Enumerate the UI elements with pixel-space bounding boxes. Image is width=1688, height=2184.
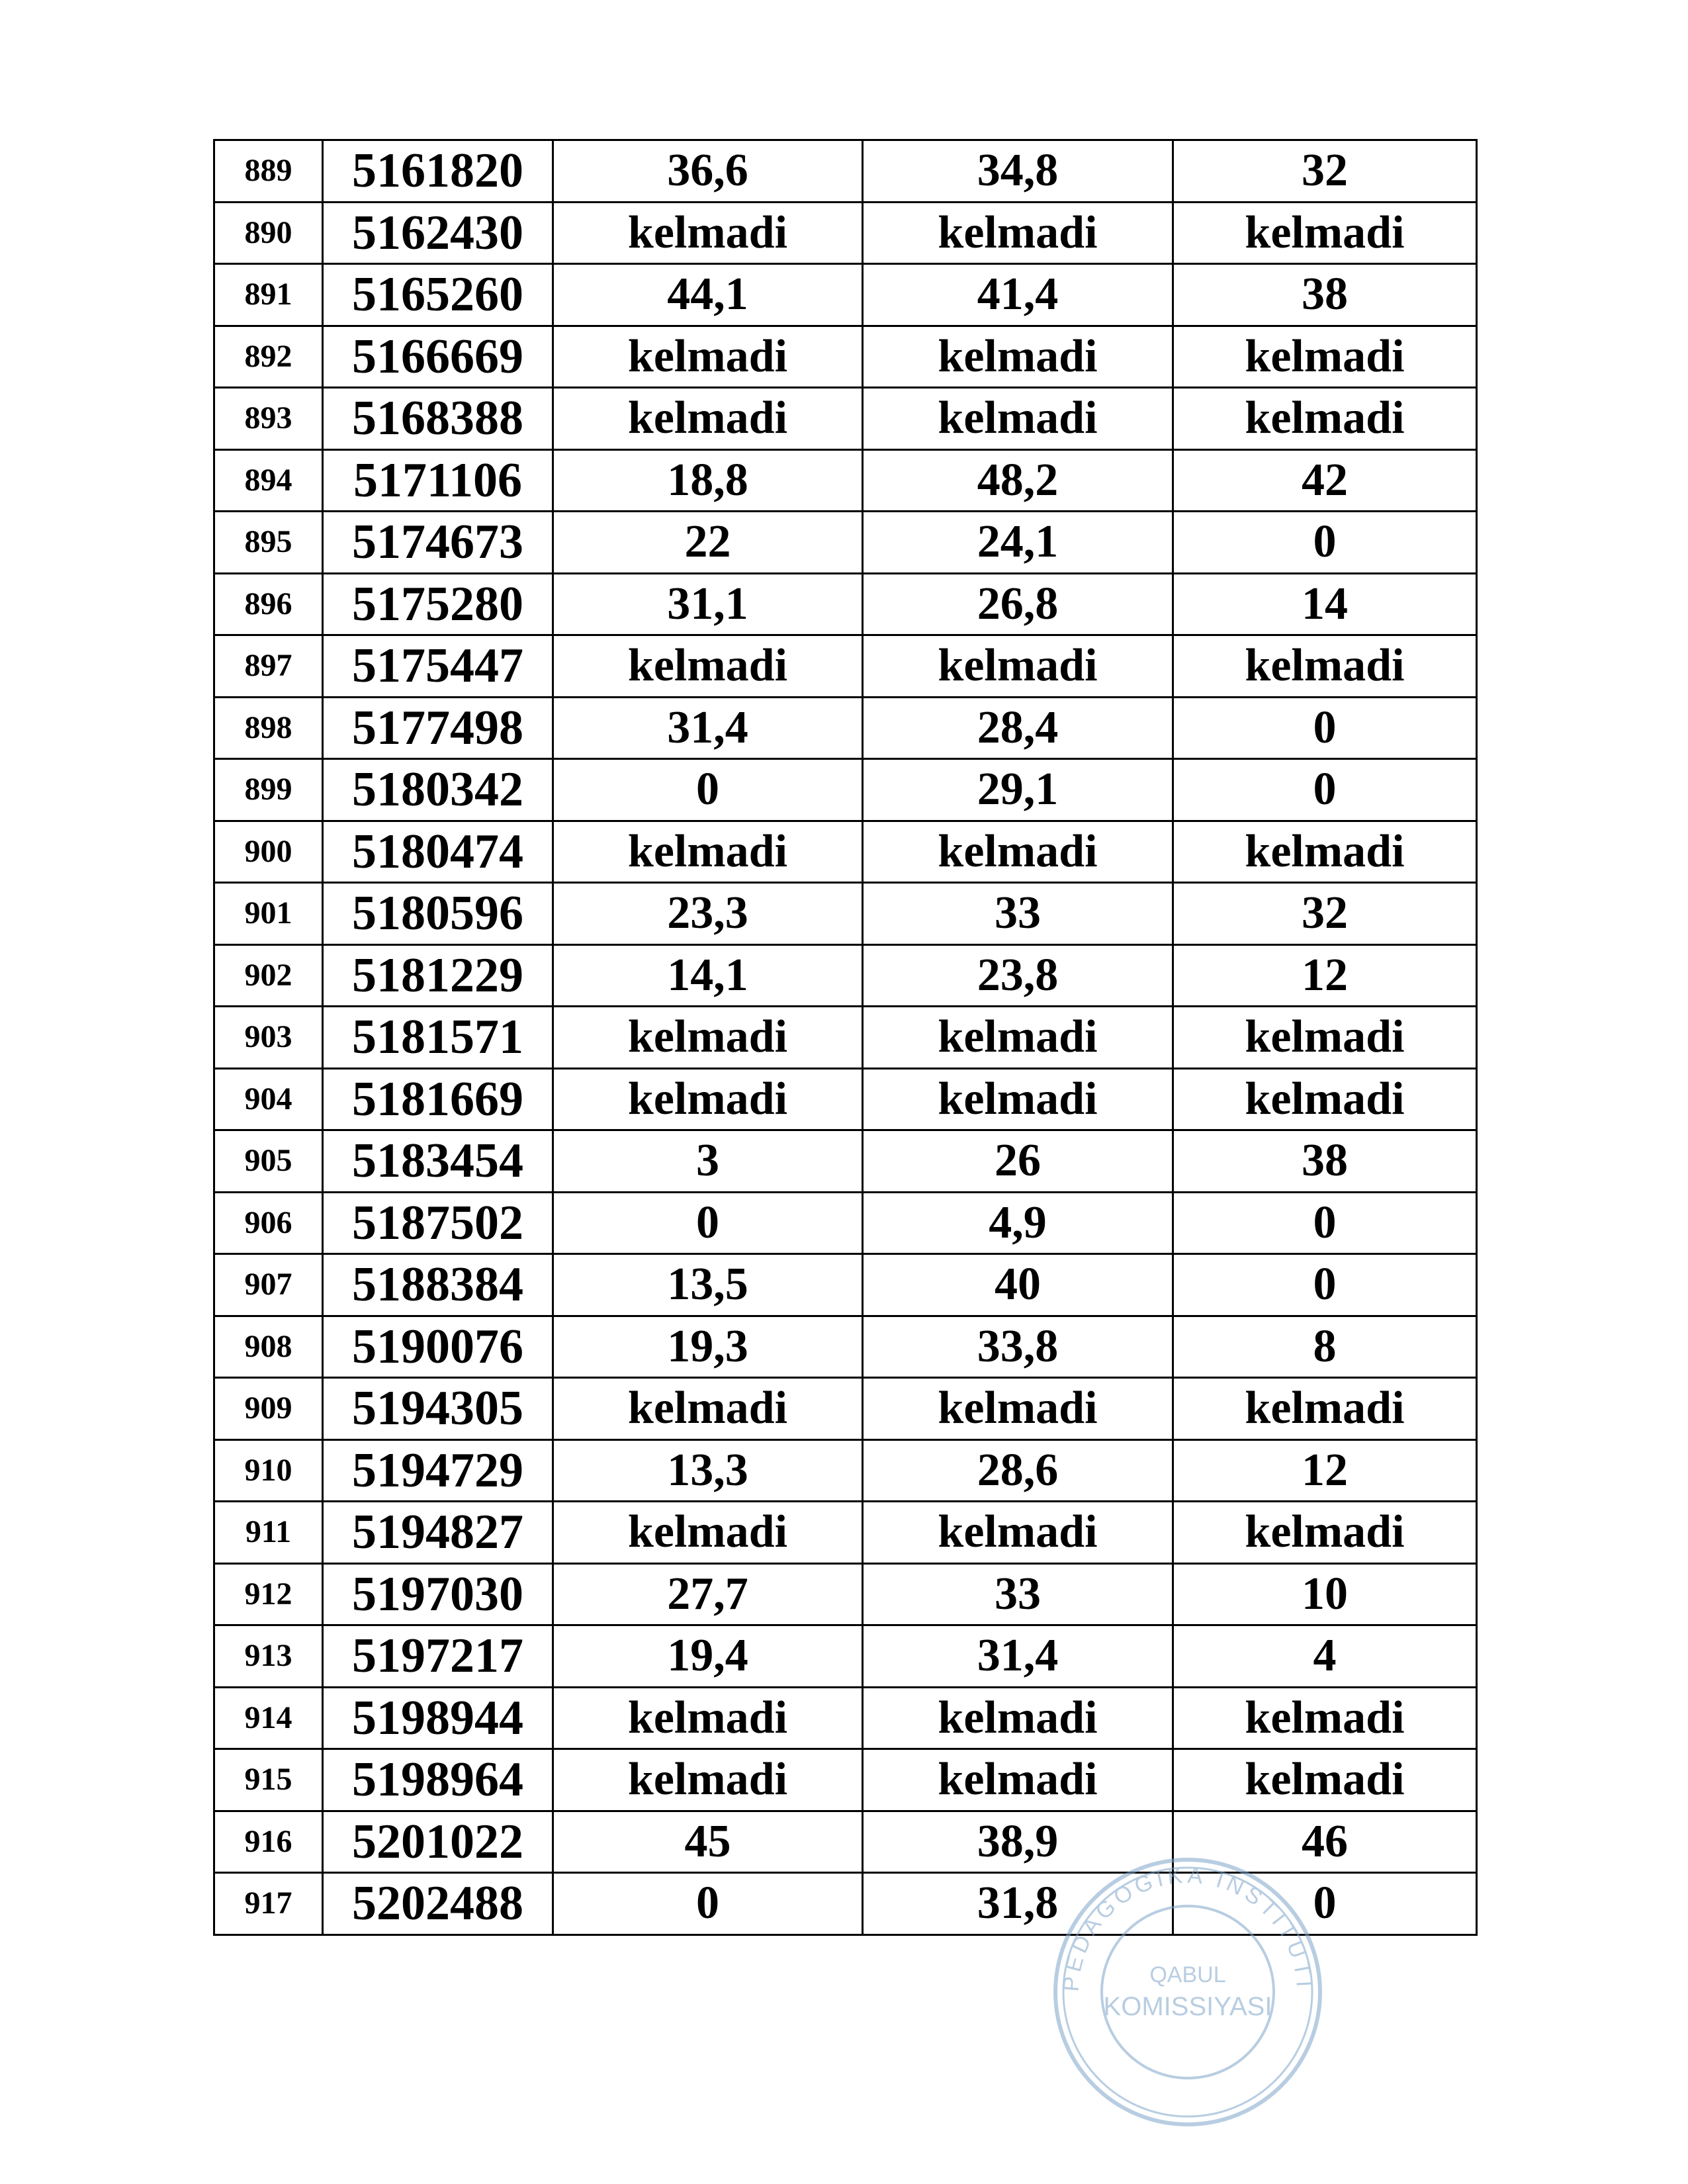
- table-row: [214, 1316, 1477, 1378]
- score-1-cell: 44,1: [553, 264, 863, 326]
- applicant-id-cell: 5183454: [323, 1130, 553, 1193]
- table-row: [214, 759, 1477, 821]
- score-3-cell: kelmadi: [1173, 635, 1477, 698]
- table-row: [214, 1811, 1477, 1873]
- score-1-cell: 13,5: [553, 1254, 863, 1316]
- row-number-cell: 891: [214, 264, 323, 326]
- table-row: [214, 1007, 1477, 1069]
- row-number-cell: 893: [214, 388, 323, 450]
- table-row: [214, 449, 1477, 512]
- table-row: [214, 512, 1477, 574]
- score-2-cell: 48,2: [863, 449, 1173, 512]
- score-1-cell: kelmadi: [553, 326, 863, 388]
- row-number-cell: 895: [214, 512, 323, 574]
- score-3-cell: kelmadi: [1173, 202, 1477, 264]
- table-row: [214, 388, 1477, 450]
- score-1-cell: 18,8: [553, 449, 863, 512]
- score-3-cell: 38: [1173, 264, 1477, 326]
- stamp-ring-text: PEDAGOGIKA INSTITUTI: [1058, 1862, 1317, 1993]
- score-2-cell: 41,4: [863, 264, 1173, 326]
- score-2-cell: kelmadi: [863, 202, 1173, 264]
- score-1-cell: kelmadi: [553, 1007, 863, 1069]
- score-1-cell: 23,3: [553, 883, 863, 945]
- score-1-cell: kelmadi: [553, 388, 863, 450]
- row-number-cell: 899: [214, 759, 323, 821]
- row-number-cell: 898: [214, 697, 323, 759]
- score-2-cell: kelmadi: [863, 635, 1173, 698]
- score-3-cell: 14: [1173, 573, 1477, 635]
- score-1-cell: 13,3: [553, 1439, 863, 1502]
- row-number-cell: 897: [214, 635, 323, 698]
- results-table-body: [214, 140, 1477, 1935]
- score-3-cell: 42: [1173, 449, 1477, 512]
- score-2-cell: 4,9: [863, 1192, 1173, 1254]
- score-3-cell: 32: [1173, 883, 1477, 945]
- row-number-cell: 913: [214, 1625, 323, 1688]
- applicant-id-cell: 5175447: [323, 635, 553, 698]
- applicant-id-cell: 5180596: [323, 883, 553, 945]
- score-2-cell: 23,8: [863, 944, 1173, 1007]
- applicant-id-cell: 5181229: [323, 944, 553, 1007]
- applicant-id-cell: 5187502: [323, 1192, 553, 1254]
- applicant-id-cell: 5188384: [323, 1254, 553, 1316]
- score-3-cell: 8: [1173, 1316, 1477, 1378]
- applicant-id-cell: 5181571: [323, 1007, 553, 1069]
- score-2-cell: kelmadi: [863, 1007, 1173, 1069]
- applicant-id-cell: 5171106: [323, 449, 553, 512]
- row-number-cell: 889: [214, 140, 323, 203]
- score-1-cell: 0: [553, 1192, 863, 1254]
- applicant-id-cell: 5201022: [323, 1811, 553, 1873]
- score-1-cell: 14,1: [553, 944, 863, 1007]
- score-1-cell: 0: [553, 759, 863, 821]
- score-3-cell: kelmadi: [1173, 388, 1477, 450]
- score-3-cell: 38: [1173, 1130, 1477, 1193]
- score-1-cell: 19,4: [553, 1625, 863, 1688]
- score-3-cell: 4: [1173, 1625, 1477, 1688]
- score-2-cell: 31,4: [863, 1625, 1173, 1688]
- table-row: [214, 1130, 1477, 1193]
- row-number-cell: 903: [214, 1007, 323, 1069]
- table-row: [214, 944, 1477, 1007]
- score-2-cell: kelmadi: [863, 1068, 1173, 1130]
- applicant-id-cell: 5162430: [323, 202, 553, 264]
- row-number-cell: 914: [214, 1687, 323, 1749]
- row-number-cell: 894: [214, 449, 323, 512]
- row-number-cell: 896: [214, 573, 323, 635]
- applicant-id-cell: 5175280: [323, 573, 553, 635]
- table-row: [214, 1439, 1477, 1502]
- score-1-cell: 31,4: [553, 697, 863, 759]
- row-number-cell: 908: [214, 1316, 323, 1378]
- score-3-cell: 12: [1173, 1439, 1477, 1502]
- score-3-cell: kelmadi: [1173, 1687, 1477, 1749]
- applicant-id-cell: 5197217: [323, 1625, 553, 1688]
- row-number-cell: 892: [214, 326, 323, 388]
- score-3-cell: kelmadi: [1173, 1749, 1477, 1811]
- score-2-cell: 38,9: [863, 1811, 1173, 1873]
- score-3-cell: 12: [1173, 944, 1477, 1007]
- score-3-cell: 0: [1173, 1254, 1477, 1316]
- score-2-cell: 40: [863, 1254, 1173, 1316]
- applicant-id-cell: 5166669: [323, 326, 553, 388]
- score-3-cell: 0: [1173, 512, 1477, 574]
- score-1-cell: kelmadi: [553, 1749, 863, 1811]
- score-3-cell: 0: [1173, 697, 1477, 759]
- score-3-cell: 32: [1173, 140, 1477, 203]
- table-row: [214, 202, 1477, 264]
- score-2-cell: 28,4: [863, 697, 1173, 759]
- row-number-cell: 911: [214, 1502, 323, 1564]
- score-2-cell: 33: [863, 883, 1173, 945]
- score-1-cell: kelmadi: [553, 1502, 863, 1564]
- table-row: [214, 140, 1477, 203]
- score-2-cell: 29,1: [863, 759, 1173, 821]
- score-2-cell: 26: [863, 1130, 1173, 1193]
- applicant-id-cell: 5165260: [323, 264, 553, 326]
- score-2-cell: kelmadi: [863, 1687, 1173, 1749]
- score-1-cell: 0: [553, 1873, 863, 1935]
- applicant-id-cell: 5174673: [323, 512, 553, 574]
- score-2-cell: kelmadi: [863, 1502, 1173, 1564]
- row-number-cell: 905: [214, 1130, 323, 1193]
- table-row: [214, 1687, 1477, 1749]
- applicant-id-cell: 5197030: [323, 1563, 553, 1625]
- applicant-id-cell: 5177498: [323, 697, 553, 759]
- applicant-id-cell: 5181669: [323, 1068, 553, 1130]
- results-table: [213, 139, 1478, 1936]
- score-1-cell: kelmadi: [553, 1687, 863, 1749]
- score-2-cell: kelmadi: [863, 326, 1173, 388]
- applicant-id-cell: 5194305: [323, 1378, 553, 1440]
- score-3-cell: kelmadi: [1173, 1007, 1477, 1069]
- applicant-id-cell: 5198944: [323, 1687, 553, 1749]
- score-1-cell: kelmadi: [553, 202, 863, 264]
- table-row: [214, 1749, 1477, 1811]
- table-row: [214, 1625, 1477, 1688]
- row-number-cell: 904: [214, 1068, 323, 1130]
- score-1-cell: 31,1: [553, 573, 863, 635]
- table-row: [214, 1378, 1477, 1440]
- table-row: [214, 821, 1477, 883]
- score-2-cell: kelmadi: [863, 821, 1173, 883]
- table-row: [214, 1254, 1477, 1316]
- applicant-id-cell: 5198964: [323, 1749, 553, 1811]
- applicant-id-cell: 5190076: [323, 1316, 553, 1378]
- stamp-line-2: KOMISSIYASI: [1103, 1992, 1272, 2021]
- row-number-cell: 901: [214, 883, 323, 945]
- score-3-cell: 10: [1173, 1563, 1477, 1625]
- row-number-cell: 890: [214, 202, 323, 264]
- score-2-cell: 28,6: [863, 1439, 1173, 1502]
- score-3-cell: kelmadi: [1173, 1378, 1477, 1440]
- row-number-cell: 917: [214, 1873, 323, 1935]
- score-2-cell: 24,1: [863, 512, 1173, 574]
- score-1-cell: 36,6: [553, 140, 863, 203]
- score-2-cell: kelmadi: [863, 1749, 1173, 1811]
- score-1-cell: 3: [553, 1130, 863, 1193]
- score-1-cell: 27,7: [553, 1563, 863, 1625]
- score-2-cell: 33: [863, 1563, 1173, 1625]
- applicant-id-cell: 5180342: [323, 759, 553, 821]
- score-3-cell: kelmadi: [1173, 326, 1477, 388]
- table-row: [214, 573, 1477, 635]
- row-number-cell: 912: [214, 1563, 323, 1625]
- table-row: [214, 883, 1477, 945]
- applicant-id-cell: 5180474: [323, 821, 553, 883]
- table-row: [214, 264, 1477, 326]
- row-number-cell: 909: [214, 1378, 323, 1440]
- row-number-cell: 916: [214, 1811, 323, 1873]
- score-3-cell: kelmadi: [1173, 1502, 1477, 1564]
- score-2-cell: 33,8: [863, 1316, 1173, 1378]
- row-number-cell: 910: [214, 1439, 323, 1502]
- score-2-cell: 31,8: [863, 1873, 1173, 1935]
- score-2-cell: kelmadi: [863, 388, 1173, 450]
- score-1-cell: kelmadi: [553, 1068, 863, 1130]
- score-1-cell: 19,3: [553, 1316, 863, 1378]
- applicant-id-cell: 5202488: [323, 1873, 553, 1935]
- applicant-id-cell: 5194827: [323, 1502, 553, 1564]
- table-row: [214, 326, 1477, 388]
- score-1-cell: kelmadi: [553, 821, 863, 883]
- row-number-cell: 907: [214, 1254, 323, 1316]
- applicant-id-cell: 5168388: [323, 388, 553, 450]
- table-row: [214, 697, 1477, 759]
- table-row: [214, 1068, 1477, 1130]
- table-row: [214, 1502, 1477, 1564]
- table-row: [214, 1192, 1477, 1254]
- score-2-cell: kelmadi: [863, 1378, 1173, 1440]
- row-number-cell: 902: [214, 944, 323, 1007]
- table-row: [214, 635, 1477, 698]
- score-2-cell: 26,8: [863, 573, 1173, 635]
- score-3-cell: 0: [1173, 759, 1477, 821]
- stamp-line-1: QABUL: [1149, 1962, 1226, 1987]
- table-row: [214, 1873, 1477, 1935]
- score-3-cell: 0: [1173, 1873, 1477, 1935]
- applicant-id-cell: 5161820: [323, 140, 553, 203]
- row-number-cell: 906: [214, 1192, 323, 1254]
- score-1-cell: kelmadi: [553, 1378, 863, 1440]
- score-3-cell: kelmadi: [1173, 1068, 1477, 1130]
- row-number-cell: 900: [214, 821, 323, 883]
- score-1-cell: kelmadi: [553, 635, 863, 698]
- score-3-cell: 46: [1173, 1811, 1477, 1873]
- table-row: [214, 1563, 1477, 1625]
- score-1-cell: 45: [553, 1811, 863, 1873]
- score-2-cell: 34,8: [863, 140, 1173, 203]
- applicant-id-cell: 5194729: [323, 1439, 553, 1502]
- score-3-cell: 0: [1173, 1192, 1477, 1254]
- row-number-cell: 915: [214, 1749, 323, 1811]
- score-3-cell: kelmadi: [1173, 821, 1477, 883]
- score-1-cell: 22: [553, 512, 863, 574]
